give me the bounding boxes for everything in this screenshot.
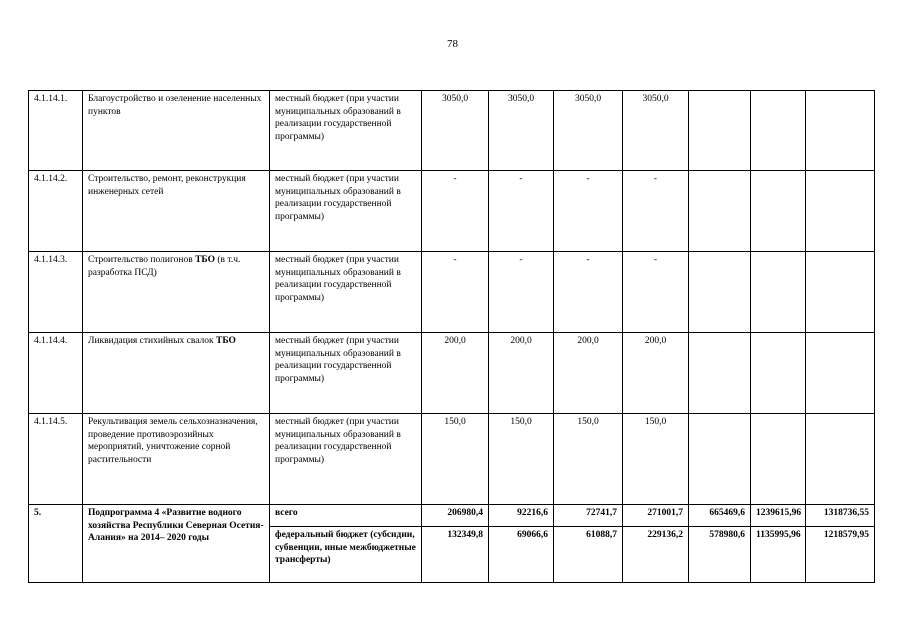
row-name-part: (в т.ч. разработка ПСД) [88, 255, 241, 278]
federal-value-cell: 61088,7 [554, 527, 623, 583]
value-cell [806, 252, 875, 333]
row-name-part-bold: ТБО [216, 336, 236, 346]
row-code: 4.1.14.5. [29, 414, 83, 505]
value-cell: 200,0 [422, 333, 489, 414]
value-cell [751, 333, 806, 414]
value-cell [689, 91, 751, 171]
row-code: 4.1.14.2. [29, 171, 83, 252]
row-code: 4.1.14.3. [29, 252, 83, 333]
value-cell [751, 91, 806, 171]
row-name: Рекультивация земель сельхозназначения, проведение противоэрозийных мероприятий, уничтожение сорной растительности [83, 414, 270, 505]
value-cell [806, 333, 875, 414]
total-value-cell: 665469,6 [689, 505, 751, 527]
row-name: Строительство, ремонт, реконструкция инженерных сетей [83, 171, 270, 252]
total-value-cell: 72741,7 [554, 505, 623, 527]
row-name-part: Строительство полигонов [88, 255, 196, 265]
row-name [83, 252, 270, 333]
value-cell: 150,0 [554, 414, 623, 505]
value-cell: - [422, 252, 489, 333]
table-row [29, 333, 875, 414]
row-name [83, 333, 270, 414]
total-value-cell: 1239615,96 [751, 505, 806, 527]
row-name-part-bold: ТБО [195, 255, 216, 265]
value-cell: 3050,0 [623, 91, 689, 171]
value-cell [751, 414, 806, 505]
row-code: 4.1.14.4. [29, 333, 83, 414]
total-value-cell: 206980,4 [422, 505, 489, 527]
value-cell [689, 171, 751, 252]
federal-value-cell: 1135995,96 [751, 527, 806, 583]
value-cell: 200,0 [554, 333, 623, 414]
value-cell: - [489, 252, 554, 333]
value-cell: 3050,0 [422, 91, 489, 171]
table-row [29, 171, 875, 252]
value-cell: - [554, 171, 623, 252]
value-cell: 150,0 [422, 414, 489, 505]
table-row [29, 414, 875, 505]
value-cell [806, 414, 875, 505]
subprogram-row-total [29, 505, 875, 527]
value-cell: 200,0 [623, 333, 689, 414]
row-code: 4.1.14.1. [29, 91, 83, 171]
federal-value-cell: 578980,6 [689, 527, 751, 583]
budget-table [28, 90, 875, 583]
total-value-cell: 92216,6 [489, 505, 554, 527]
federal-value-cell: 1218579,95 [806, 527, 875, 583]
total-value-cell: 1318736,55 [806, 505, 875, 527]
value-cell [751, 252, 806, 333]
value-cell: 200,0 [489, 333, 554, 414]
federal-value-cell: 132349,8 [422, 527, 489, 583]
federal-value-cell: 69066,6 [489, 527, 554, 583]
value-cell: 150,0 [623, 414, 689, 505]
value-cell: - [623, 252, 689, 333]
value-cell [689, 414, 751, 505]
subprogram-code: 5. [29, 505, 83, 583]
funding-source-federal: федеральный бюджет (субсидии, субвенции, иные межбюджетные трансферты) [270, 527, 422, 583]
row-funding-source: местный бюджет (при участии муниципальных образований в реализации государственной программы) [270, 171, 422, 252]
row-funding-source: местный бюджет (при участии муниципальных образований в реализации государственной программы) [270, 252, 422, 333]
value-cell [806, 171, 875, 252]
value-cell: 3050,0 [489, 91, 554, 171]
subprogram-name: Подпрограмма 4 «Развитие водного хозяйства Республики Северная Осетия-Алания» на 2014– 2020 годы [83, 505, 270, 583]
value-cell: - [489, 171, 554, 252]
value-cell: 150,0 [489, 414, 554, 505]
value-cell: - [422, 171, 489, 252]
funding-source-total: всего [270, 505, 422, 527]
row-funding-source: местный бюджет (при участии муниципальных образований в реализации государственной программы) [270, 414, 422, 505]
row-funding-source: местный бюджет (при участии муниципальных образований в реализации государственной программы) [270, 333, 422, 414]
row-funding-source: местный бюджет (при участии муниципальных образований в реализации государственной программы) [270, 91, 422, 171]
row-name-part: Ликвидация стихийных свалок [88, 336, 216, 346]
value-cell: 3050,0 [554, 91, 623, 171]
federal-value-cell: 229136,2 [623, 527, 689, 583]
row-name: Благоустройство и озеленение населенных пунктов [83, 91, 270, 171]
value-cell [806, 91, 875, 171]
value-cell: - [554, 252, 623, 333]
table-row [29, 91, 875, 171]
value-cell [751, 171, 806, 252]
table-row [29, 252, 875, 333]
value-cell [689, 252, 751, 333]
page-number: 78 [447, 38, 458, 50]
value-cell: - [623, 171, 689, 252]
total-value-cell: 271001,7 [623, 505, 689, 527]
value-cell [689, 333, 751, 414]
